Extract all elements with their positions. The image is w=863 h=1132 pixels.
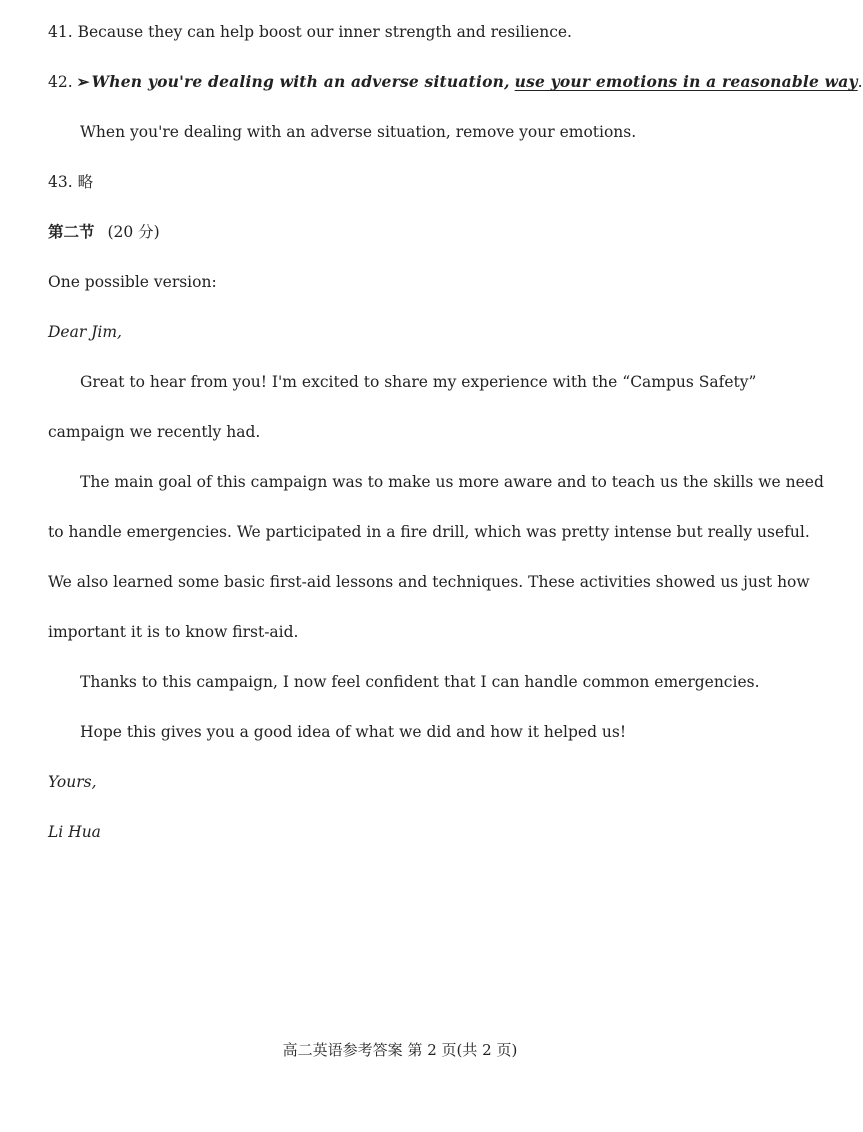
answer-42-bold-part: When you're dealing with an adverse situation [91,72,505,91]
essay-line: The main goal of this campaign was to make us more aware and to teach us the skills we need [80,473,824,491]
answer-42 [48,72,863,92]
page-footer: 高二英语参考答案 第 2 页(共 2 页) [282,1041,518,1059]
essay-greeting: Dear Jim, [48,323,122,341]
answer-42-number: 42. [48,73,73,91]
answer-41-text: Because they can help boost our inner strength and resilience. [77,23,572,41]
answer-41 [48,22,572,42]
essay-line: Thanks to this campaign, I now feel confident that I can handle common emergencies. [80,673,760,691]
essay-line: to handle emergencies. We participated in a fire drill, which was pretty intense but really useful. [48,523,810,541]
essay-line: We also learned some basic first-aid lessons and techniques. These activities showed us just how [48,573,810,591]
answer-42-period: . [857,73,863,91]
essay-intro: One possible version: [48,273,217,291]
arrow-icon: ➢ [76,72,90,91]
essay-closing: Yours, [48,773,97,791]
answer-42-original: When you're dealing with an adverse situation, remove your emotions. [80,123,637,141]
answer-43-text: 略 [77,173,94,191]
answer-43-number: 43. [48,173,73,191]
essay-line: campaign we recently had. [48,423,261,441]
essay-signature: Li Hua [48,823,101,841]
answer-41-number: 41. [48,23,73,41]
essay-line: important it is to know first-aid. [48,623,299,641]
essay-line: Hope this gives you a good idea of what we did and how it helped us! [80,723,627,741]
answer-42-comma: , [504,72,510,91]
answer-42-underlined-part: use your emotions in a reasonable way [514,72,858,91]
answer-43 [48,172,93,192]
section-title: 第二节 [48,222,95,241]
section-heading [48,222,160,242]
section-points: (20 分) [107,223,160,241]
essay-line: Great to hear from you! I'm excited to share my experience with the “Campus Safety” [80,373,757,391]
